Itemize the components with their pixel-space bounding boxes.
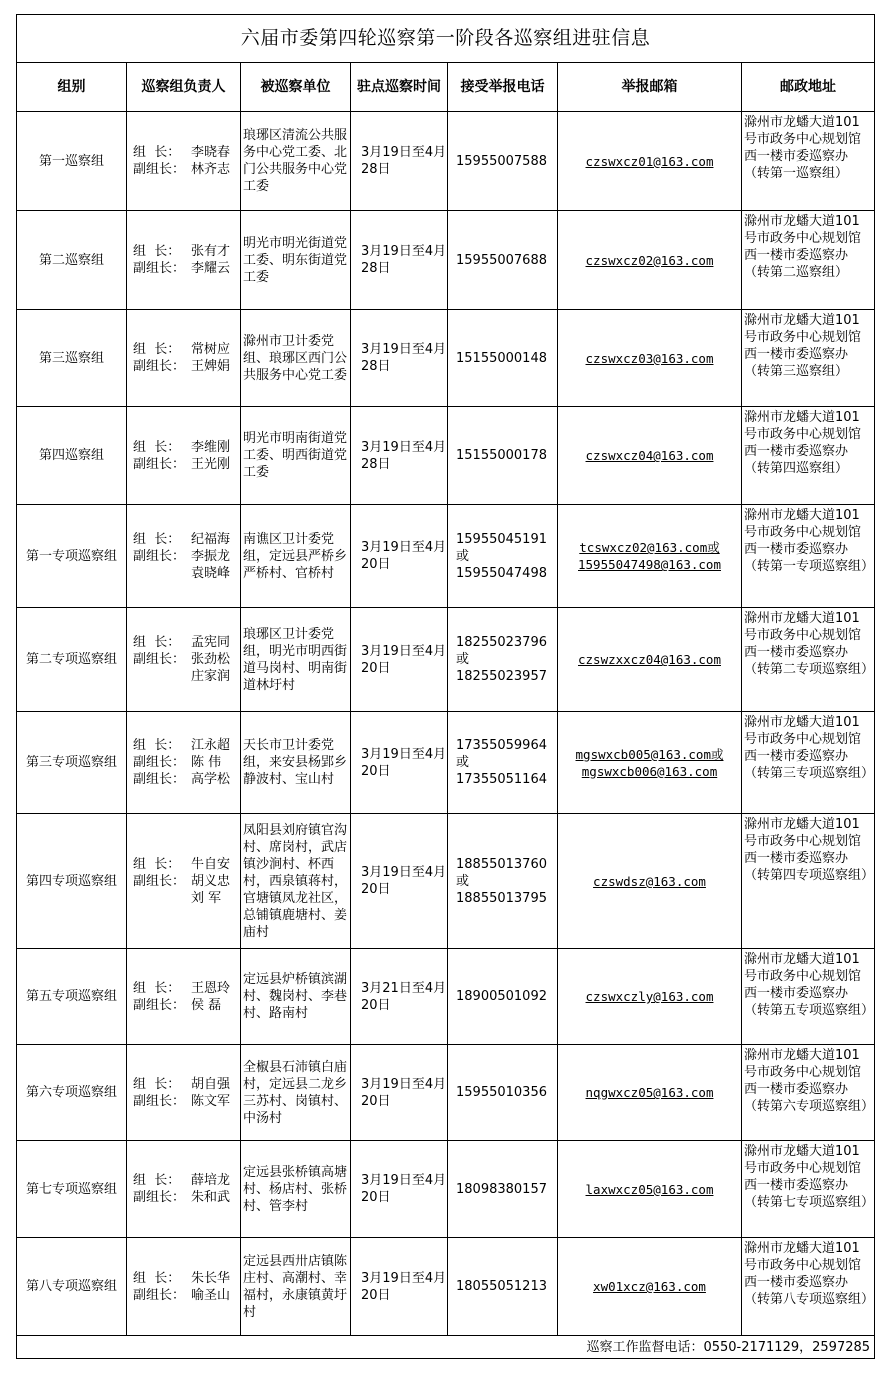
- leader-name: 王恩玲: [191, 980, 231, 996]
- report-email-link[interactable]: czswxcz04@163.com: [585, 448, 714, 463]
- inspection-period: 3月19日至4月20日: [351, 814, 448, 949]
- leader-role: 组 长：: [133, 738, 181, 753]
- group-leaders: [127, 1238, 241, 1336]
- leader-name: 刘 军: [191, 890, 222, 906]
- report-phone: 18855013760或18855013795: [448, 814, 558, 949]
- group-leaders: [127, 407, 241, 505]
- inspection-period: 3月19日至4月28日: [351, 211, 448, 310]
- report-email-link[interactable]: nqgwxcz05@163.com: [585, 1085, 714, 1100]
- inspection-period: 3月21日至4月20日: [351, 949, 448, 1045]
- inspected-unit: 琅琊区卫计委党组，明光市明西街道马岗村、明南街道林圩村: [241, 608, 351, 712]
- table-row: [17, 407, 875, 505]
- leader-role: 副组长：: [133, 162, 186, 177]
- leader-role: 副组长：: [133, 755, 186, 770]
- header-phone: 接受举报电话: [448, 63, 558, 112]
- group-leaders: [127, 1141, 241, 1238]
- table-row: [17, 712, 875, 814]
- leader-role: 组 长：: [133, 1270, 181, 1286]
- postal-address: 滁州市龙蟠大道101号市政务中心规划馆西一楼市委巡察办（转第四巡察组）: [742, 407, 875, 505]
- inspection-period: 3月19日至4月20日: [351, 712, 448, 814]
- group-leaders: [127, 310, 241, 407]
- leader-name: 李晓春: [191, 145, 231, 160]
- leader-role: 副组长：: [133, 359, 186, 374]
- inspected-unit: 全椒县石沛镇白庙村，定远县二龙乡三苏村、岗镇村、中汤村: [241, 1045, 351, 1141]
- leader-name: 朱长华: [191, 1270, 231, 1286]
- leader-role: 副组长：: [133, 997, 186, 1013]
- inspection-period: 3月19日至4月28日: [351, 310, 448, 407]
- postal-address: 滁州市龙蟠大道101号市政务中心规划馆西一楼市委巡察办（转第六专项巡察组）: [742, 1045, 875, 1141]
- inspected-unit: 天长市卫计委党组，来安县杨郢乡静波村、宝山村: [241, 712, 351, 814]
- inspected-unit: 明光市明光街道党工委、明东街道党工委: [241, 211, 351, 310]
- leader-role: 副组长：: [133, 873, 186, 889]
- report-phone: 17355059964或17355051164: [448, 712, 558, 814]
- leader-name: 高学松: [191, 772, 231, 787]
- inspected-unit: 滁州市卫计委党组、琅琊区西门公共服务中心党工委: [241, 310, 351, 407]
- footer-row: [17, 1336, 875, 1359]
- leader-role: 副组长：: [133, 1190, 186, 1205]
- group-leaders: [127, 712, 241, 814]
- leader-role: 副组长：: [133, 1287, 186, 1303]
- report-email-link[interactable]: tcswxcz02@163.com或15955047498@163.com: [578, 540, 721, 572]
- postal-address: 滁州市龙蟠大道101号市政务中心规划馆西一楼市委巡察办（转第三专项巡察组）: [742, 712, 875, 814]
- report-email-cell: [558, 407, 742, 505]
- report-phone: 18098380157: [448, 1141, 558, 1238]
- report-email-cell: [558, 505, 742, 608]
- leader-name: 纪福海: [191, 531, 231, 547]
- report-email-cell: [558, 608, 742, 712]
- group-leaders: [127, 505, 241, 608]
- inspected-unit: 明光市明南街道党工委、明西街道党工委: [241, 407, 351, 505]
- report-email-link[interactable]: czswxczly@163.com: [585, 989, 714, 1004]
- leader-role: 组 长：: [133, 980, 181, 996]
- group-name: 第三专项巡察组: [17, 712, 127, 814]
- inspection-period: 3月19日至4月20日: [351, 1238, 448, 1336]
- postal-address: 滁州市龙蟠大道101号市政务中心规划馆西一楼市委巡察办（转第二专项巡察组）: [742, 608, 875, 712]
- report-email-cell: [558, 1238, 742, 1336]
- leader-role: 组 长：: [133, 439, 181, 455]
- sheet-title: 六届市委第四轮巡察第一阶段各巡察组进驻信息: [17, 15, 875, 63]
- leader-role: 组 长：: [133, 635, 181, 650]
- report-email-cell: [558, 712, 742, 814]
- inspection-period: 3月19日至4月20日: [351, 608, 448, 712]
- inspection-info-table: [16, 14, 875, 1359]
- postal-address: 滁州市龙蟠大道101号市政务中心规划馆西一楼市委巡察办（转第七专项巡察组）: [742, 1141, 875, 1238]
- leader-role: 副组长：: [133, 772, 186, 787]
- postal-address: 滁州市龙蟠大道101号市政务中心规划馆西一楼市委巡察办（转第一巡察组）: [742, 112, 875, 211]
- inspected-unit: 定远县炉桥镇滨湖村、魏岗村、李巷村、路南村: [241, 949, 351, 1045]
- leader-name: 胡自强: [191, 1076, 231, 1092]
- group-name: 第四专项巡察组: [17, 814, 127, 949]
- report-email-link[interactable]: laxwxcz05@163.com: [585, 1181, 714, 1197]
- group-leaders: [127, 949, 241, 1045]
- leader-role: 副组长：: [133, 261, 186, 276]
- leader-name: 李维刚: [191, 439, 231, 455]
- leader-name: 侯 磊: [191, 997, 222, 1013]
- report-email-link[interactable]: czswxcz03@163.com: [585, 350, 714, 366]
- group-name: 第二专项巡察组: [17, 608, 127, 712]
- leader-role: 组 长：: [133, 1076, 181, 1092]
- leader-role: 组 长：: [133, 531, 181, 547]
- leader-role: 副组长：: [133, 652, 186, 667]
- report-phone: 15955007588: [448, 112, 558, 211]
- group-name: 第八专项巡察组: [17, 1238, 127, 1336]
- report-phone: 15955010356: [448, 1045, 558, 1141]
- inspection-period: 3月19日至4月20日: [351, 1045, 448, 1141]
- header-group: 组别: [17, 63, 127, 112]
- leader-role: 组 长：: [133, 244, 181, 259]
- header-address: 邮政地址: [742, 63, 875, 112]
- inspected-unit: 南谯区卫计委党组，定远县严桥乡严桥村、官桥村: [241, 505, 351, 608]
- report-email-cell: [558, 310, 742, 407]
- table-row: [17, 814, 875, 949]
- report-email-cell: [558, 814, 742, 949]
- leader-role: 组 长：: [133, 342, 181, 357]
- group-name: 第一专项巡察组: [17, 505, 127, 608]
- report-phone: 15955007688: [448, 211, 558, 310]
- group-leaders: [127, 608, 241, 712]
- report-phone: 15155000178: [448, 407, 558, 505]
- inspection-period: 3月19日至4月28日: [351, 112, 448, 211]
- report-phone: 18255023796或18255023957: [448, 608, 558, 712]
- leader-name: 李振龙: [191, 548, 231, 564]
- leader-name: 薛培龙: [191, 1173, 231, 1188]
- postal-address: 滁州市龙蟠大道101号市政务中心规划馆西一楼市委巡察办（转第四专项巡察组）: [742, 814, 875, 949]
- header-email: 举报邮箱: [558, 63, 742, 112]
- group-leaders: [127, 112, 241, 211]
- leader-name: 江永超: [191, 738, 231, 753]
- table-row: [17, 112, 875, 211]
- report-phone: 15155000148: [448, 310, 558, 407]
- inspected-unit: 凤阳县刘府镇官沟村、席岗村，武店镇沙涧村、杯西村，西泉镇蒋村，官塘镇凤龙社区，总铺镇鹿塘村、姜庙村: [241, 814, 351, 949]
- supervision-phone: 巡察工作监督电话：0550-2171129，2597285: [17, 1336, 875, 1359]
- leader-name: 胡义忠: [191, 873, 231, 889]
- report-phone: 15955045191或15955047498: [448, 505, 558, 608]
- leader-name: 孟宪同: [191, 635, 231, 650]
- leader-name: 王婢娟: [191, 359, 231, 374]
- postal-address: 滁州市龙蟠大道101号市政务中心规划馆西一楼市委巡察办（转第一专项巡察组）: [742, 505, 875, 608]
- table-row: [17, 1238, 875, 1336]
- inspection-period: 3月19日至4月20日: [351, 1141, 448, 1238]
- report-email-link[interactable]: czswdsz@163.com: [593, 873, 706, 889]
- report-email-link[interactable]: czswxcz01@163.com: [585, 153, 714, 169]
- postal-address: 滁州市龙蟠大道101号市政务中心规划馆西一楼市委巡察办（转第三巡察组）: [742, 310, 875, 407]
- table-row: [17, 505, 875, 608]
- table-row: [17, 310, 875, 407]
- report-email-link[interactable]: czswzxxcz04@163.com: [578, 652, 721, 667]
- table-row: [17, 608, 875, 712]
- leader-name: 庄家润: [191, 669, 231, 684]
- report-email-link[interactable]: czswxcz02@163.com: [585, 252, 714, 268]
- leader-role: 组 长：: [133, 856, 181, 872]
- report-email-cell: [558, 211, 742, 310]
- table-row: [17, 1141, 875, 1238]
- header-leader: 巡察组负责人: [127, 63, 241, 112]
- leader-name: 张有才: [191, 244, 231, 259]
- postal-address: 滁州市龙蟠大道101号市政务中心规划馆西一楼市委巡察办（转第八专项巡察组）: [742, 1238, 875, 1336]
- leader-name: 陈 伟: [191, 755, 222, 770]
- leader-name: 牛自安: [191, 856, 231, 872]
- leader-name: 李耀云: [191, 261, 231, 276]
- group-name: 第七专项巡察组: [17, 1141, 127, 1238]
- leader-name: 朱和武: [191, 1190, 231, 1205]
- header-unit: 被巡察单位: [241, 63, 351, 112]
- report-email-cell: [558, 1141, 742, 1238]
- leader-role: 组 长：: [133, 145, 181, 160]
- group-leaders: [127, 1045, 241, 1141]
- leader-name: 常树应: [191, 342, 231, 357]
- inspected-unit: 琅琊区清流公共服务中心党工委、北门公共服务中心党工委: [241, 112, 351, 211]
- leader-name: 王光刚: [191, 456, 231, 472]
- report-email-cell: [558, 949, 742, 1045]
- group-leaders: [127, 211, 241, 310]
- group-name: 第五专项巡察组: [17, 949, 127, 1045]
- leader-role: 副组长：: [133, 548, 186, 564]
- inspected-unit: 定远县张桥镇高塘村、杨店村、张桥村、管李村: [241, 1141, 351, 1238]
- leader-name: 喻圣山: [191, 1287, 231, 1303]
- postal-address: 滁州市龙蟠大道101号市政务中心规划馆西一楼市委巡察办（转第五专项巡察组）: [742, 949, 875, 1045]
- table-row: [17, 1045, 875, 1141]
- leader-name: 陈文军: [191, 1093, 231, 1109]
- group-name: 第四巡察组: [17, 407, 127, 505]
- inspected-unit: 定远县西卅店镇陈庄村、高潮村、幸福村，永康镇黄圩村: [241, 1238, 351, 1336]
- group-leaders: [127, 814, 241, 949]
- group-name: 第二巡察组: [17, 211, 127, 310]
- leader-name: 林齐志: [191, 162, 231, 177]
- leader-name: 张劲松: [191, 652, 231, 667]
- group-name: 第一巡察组: [17, 112, 127, 211]
- report-email-cell: [558, 1045, 742, 1141]
- postal-address: 滁州市龙蟠大道101号市政务中心规划馆西一楼市委巡察办（转第二巡察组）: [742, 211, 875, 310]
- inspection-period: 3月19日至4月28日: [351, 407, 448, 505]
- header-row: [17, 63, 875, 112]
- table-row: [17, 211, 875, 310]
- report-email-link[interactable]: xw01xcz@163.com: [593, 1279, 706, 1294]
- inspection-period: 3月19日至4月20日: [351, 505, 448, 608]
- leader-role: 组 长：: [133, 1173, 181, 1188]
- report-email-link[interactable]: mgswxcb005@163.com或mgswxcb006@163.com: [575, 746, 724, 779]
- header-period: 驻点巡察时间: [351, 63, 448, 112]
- group-name: 第三巡察组: [17, 310, 127, 407]
- report-phone: 18900501092: [448, 949, 558, 1045]
- report-email-cell: [558, 112, 742, 211]
- report-phone: 18055051213: [448, 1238, 558, 1336]
- table-row: [17, 949, 875, 1045]
- leader-name: 袁晓峰: [191, 565, 231, 581]
- group-name: 第六专项巡察组: [17, 1045, 127, 1141]
- leader-role: 副组长：: [133, 456, 186, 472]
- leader-role: 副组长：: [133, 1093, 186, 1109]
